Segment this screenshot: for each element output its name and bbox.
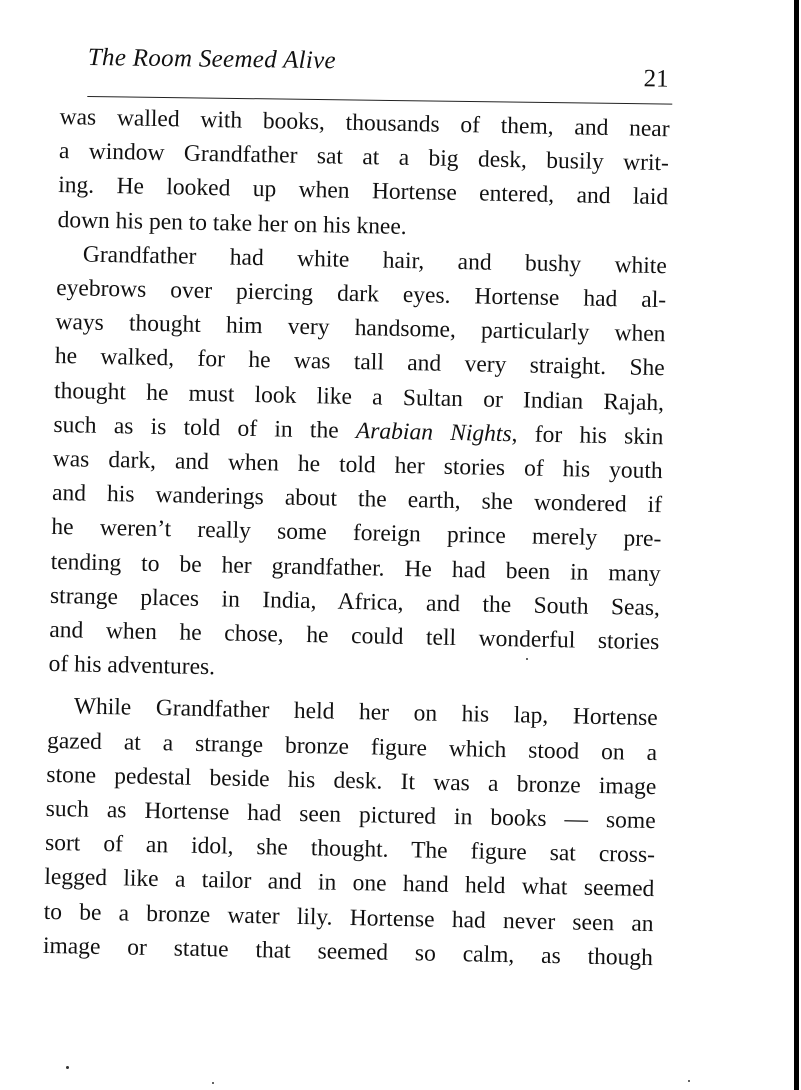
text-line: stone pedestal beside his desk. It was a bronze image: [46, 761, 657, 800]
text-line: of his adventures.: [48, 651, 216, 681]
page-edge-line: [794, 0, 799, 1090]
text-line: and his wanderings about the earth, she wondered if: [51, 480, 663, 519]
text-fragment: , for his skin: [511, 420, 664, 451]
text-line: thought he must look like a Sultan or Indian Rajah,: [53, 377, 665, 416]
scan-speck: [66, 1066, 69, 1069]
text-line: gazed at a strange bronze figure which stood on a: [46, 727, 658, 766]
paragraph-2: [48, 237, 667, 694]
text-line: and when he chose, he could tell wonderful stories: [49, 616, 660, 656]
text-line: While Grandfather held her on his lap, Hortense: [73, 693, 658, 732]
page-number: 21: [643, 65, 669, 93]
body-text: [43, 100, 670, 975]
text-line: was walled with books, thousands of them, and near: [59, 103, 670, 143]
text-line: ing. He looked up when Hortense entered, and laid: [58, 172, 669, 211]
text-line: to be a bronze water lily. Hortense had never seen an: [43, 898, 654, 937]
text-line: a window Grandfather sat at a big desk, busily writ-: [58, 138, 670, 177]
running-head: [87, 44, 673, 105]
text-fragment: such as is told of in the: [53, 411, 339, 444]
paragraph-1: [57, 100, 670, 249]
text-line: such as Hortense had seen pictured in books — some: [45, 795, 656, 835]
text-line: sort of an idol, she thought. The figure sat cross-: [44, 830, 656, 869]
text-line: eyebrows over piercing dark eyes. Hortense had al-: [55, 274, 667, 314]
text-line: down his pen to take her on his knee.: [57, 206, 407, 240]
text-line: was dark, and when he told her stories of his youth: [52, 445, 663, 485]
scan-speck: [526, 658, 528, 660]
text-line: image or statue that seemed so calm, as though: [42, 932, 654, 971]
text-line: Grandfather had white hair, and bushy white: [82, 241, 668, 280]
scan-speck: [688, 1080, 690, 1082]
text-line: he walked, for he was tall and very straight. She: [54, 343, 665, 382]
paragraph-3: [43, 689, 658, 975]
text-line: strange places in India, Africa, and the South Seas,: [49, 582, 661, 621]
text-line: tending to be her grandfather. He had been in many: [50, 548, 661, 587]
text-line: he weren’t really some foreign prince merely pre-: [51, 514, 662, 553]
book-title-italic: Arabian Nights: [355, 417, 512, 447]
text-line: ways thought him very handsome, particularly when: [55, 309, 666, 348]
running-title: The Room Seemed Alive: [87, 44, 337, 75]
scan-speck: [212, 1082, 214, 1084]
text-line: legged like a tailor and in one hand held what seemed: [44, 864, 655, 903]
